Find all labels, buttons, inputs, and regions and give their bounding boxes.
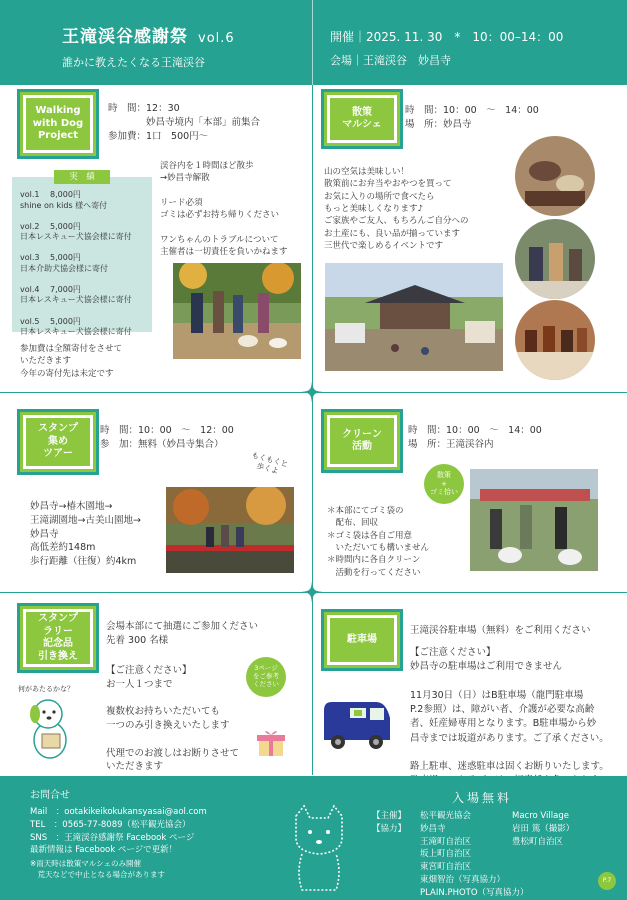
stamp-tour-desc: 妙昌寺→椿木園地→ 王滝湖園地→古美山園地→ 妙昌寺 高低差約148m 歩行距離（往復）約4km: [30, 501, 141, 568]
stamp-tour-hand-note: もくもくと 歩くよ: [250, 450, 290, 476]
dog-walk-photo: [173, 263, 301, 359]
weather-note: ※雨天時は散策マルシェのみ開催 荒天などで中止となる場合があります: [30, 859, 165, 880]
jisseki-title: 実 績: [54, 170, 110, 184]
parking-desc-1: 王滝渓谷駐車場（無料）をご利用ください: [410, 625, 591, 636]
clean-photo: [470, 469, 598, 571]
marche-people-photo: [515, 219, 595, 299]
footer: [0, 776, 627, 900]
marche-goods-photo-1: [515, 136, 595, 216]
header-divider: [312, 0, 313, 85]
clean-info: 時 間：10：00 〜 14：00 場 所：王滝渓谷内: [408, 425, 542, 450]
parking-desc-2: 【ご注意ください】 妙昌寺の駐車場はご利用できません 11月30日（日）はB駐車場（龍門駐車場 P.2参照）は、障がい者、介護が必要な高齢 者、妊産婦専用となります。B駐車場から妙 昌寺までは坂道があります。ご了承ください。 路上駐車、迷惑駐車は固くお断りいたします。: [410, 647, 609, 772]
event-venue: 会場｜王滝渓谷 妙昌寺: [330, 54, 451, 67]
organizer-list: 松平観光協会 妙昌寺 王滝町自治区 坂上町自治区 東宮町自治区 東畑智治（写真協力） PLAIN.PHOTO（写真協力）: [420, 811, 529, 898]
stamp-tour-info: 時 間：10：00 〜 12：00 参 加：無料（妙昌寺集合）: [100, 425, 234, 450]
bridge-photo: [166, 487, 294, 573]
grid-vertical: [312, 85, 313, 775]
cooperator-list: Macro Village 岩田 篤（撮影） 豊松町自治区: [512, 811, 575, 847]
rally-label: スタンプ ラリー 記念品 引き換え: [26, 612, 90, 664]
walking-info: 時 間：12：30 妙昌寺境内「本部」前集合 参加費：1口 500円〜: [108, 103, 261, 142]
organizer-labels: 【主催】 【協力】: [372, 811, 407, 834]
walking-desc: 渓谷内を１時間ほど散歩 →妙昌寺解散 リード必須 ゴミは必ずお持ち帰りください ワンちゃんのトラブルについて 主催者は一切責任を負いかねます: [160, 161, 288, 258]
admission-free: 入場無料: [452, 791, 513, 805]
parking-label-box: [324, 612, 400, 668]
rally-label-box: [20, 606, 96, 670]
temple-marche-photo: [325, 263, 503, 371]
jisseki-box: [12, 172, 152, 337]
clean-desc: ＊本部にてゴミ袋の 配布、回収 ＊ゴミ袋は各自ご用意 いただいても構いません ＊時間内に各自クリーン 活動を行ってください: [327, 506, 430, 578]
marche-info: 時 間：10：00 〜 14：00 場 所：妙昌寺: [405, 105, 539, 130]
event-title: 王滝渓谷感謝祭 vol.6: [62, 27, 235, 47]
walking-label: Walking with Dog Project: [26, 98, 90, 150]
sparkle-icon: [301, 581, 323, 603]
page-number: P.7: [598, 872, 616, 890]
van-icon: [320, 696, 394, 752]
sparkle-icon: [301, 381, 323, 403]
walking-note: 参加費は全額寄付をさせて いただきます 今年の寄付先は未定です: [20, 344, 123, 379]
marche-jars-photo: [515, 300, 595, 380]
walking-label-box: [20, 92, 96, 156]
marche-desc: 山の空気は美味しい！ 散策前にお弁当やおやつを買って お気に入りの場所で食べたら もっと美味しくなります♪ ご家族やご友人、もちろんご自分への お土産にも、良い品が揃っています 三世代で楽しめるイベントです: [324, 167, 469, 251]
marche-label-box: [324, 92, 400, 146]
rally-dog-caption: 何があたるかな？: [18, 685, 74, 693]
contact-info: Mail ：ootakikeikokukansyasai@aol.com TEL ：0565-77-8089（松平観光協会） SNS ：王滝渓谷感謝祭 Facebook ページ 最新情報は Facebook ページで更新！: [30, 807, 207, 856]
marche-label: 散策 マルシェ: [330, 98, 394, 140]
header: [0, 0, 627, 85]
event-subtitle: 誰かに教えたくなる王滝渓谷: [62, 56, 205, 69]
rally-bubble: 3ページ をご参考 ください: [246, 657, 286, 697]
stamp-tour-label-box: [20, 412, 96, 472]
clean-label: クリーン 活動: [330, 418, 394, 464]
rally-desc-2: 【ご注意ください】 お一人１つまで 複数枚お持ちいただいても 一つのみ引き換えいたします 代理でのお渡しはお断りさせて いただきます: [106, 665, 240, 773]
event-vol: vol.6: [198, 31, 235, 46]
rally-desc-1: 会場本部にて抽選にご参加ください 先着 300 名様: [106, 621, 259, 646]
parking-label: 駐車場: [330, 618, 394, 662]
contact-title: お問合せ: [30, 790, 70, 801]
dog-mascot-icon: [24, 696, 76, 762]
dog-silhouette-icon: [282, 802, 356, 894]
clean-bubble: 散策 + ゴミ拾い: [424, 464, 464, 504]
stamp-tour-label: スタンプ 集め ツアー: [26, 418, 90, 466]
jisseki-list: vol.1 8,000円 shine on kids 様へ寄付 vol.2 5,000円 日本レスキュー犬協会様に寄付 vol.3 5,000円 日本介助犬協会様に寄付 vol.4 7,000円 日本レスキュー犬協会様に寄付 vol.5 5,000円 日本レスキュー犬協会様に寄付: [20, 190, 132, 337]
clean-label-box: [324, 412, 400, 470]
event-date: 開催｜2025. 11. 30 * 10：00–14：00: [330, 30, 564, 44]
gift-icon: [256, 728, 286, 758]
